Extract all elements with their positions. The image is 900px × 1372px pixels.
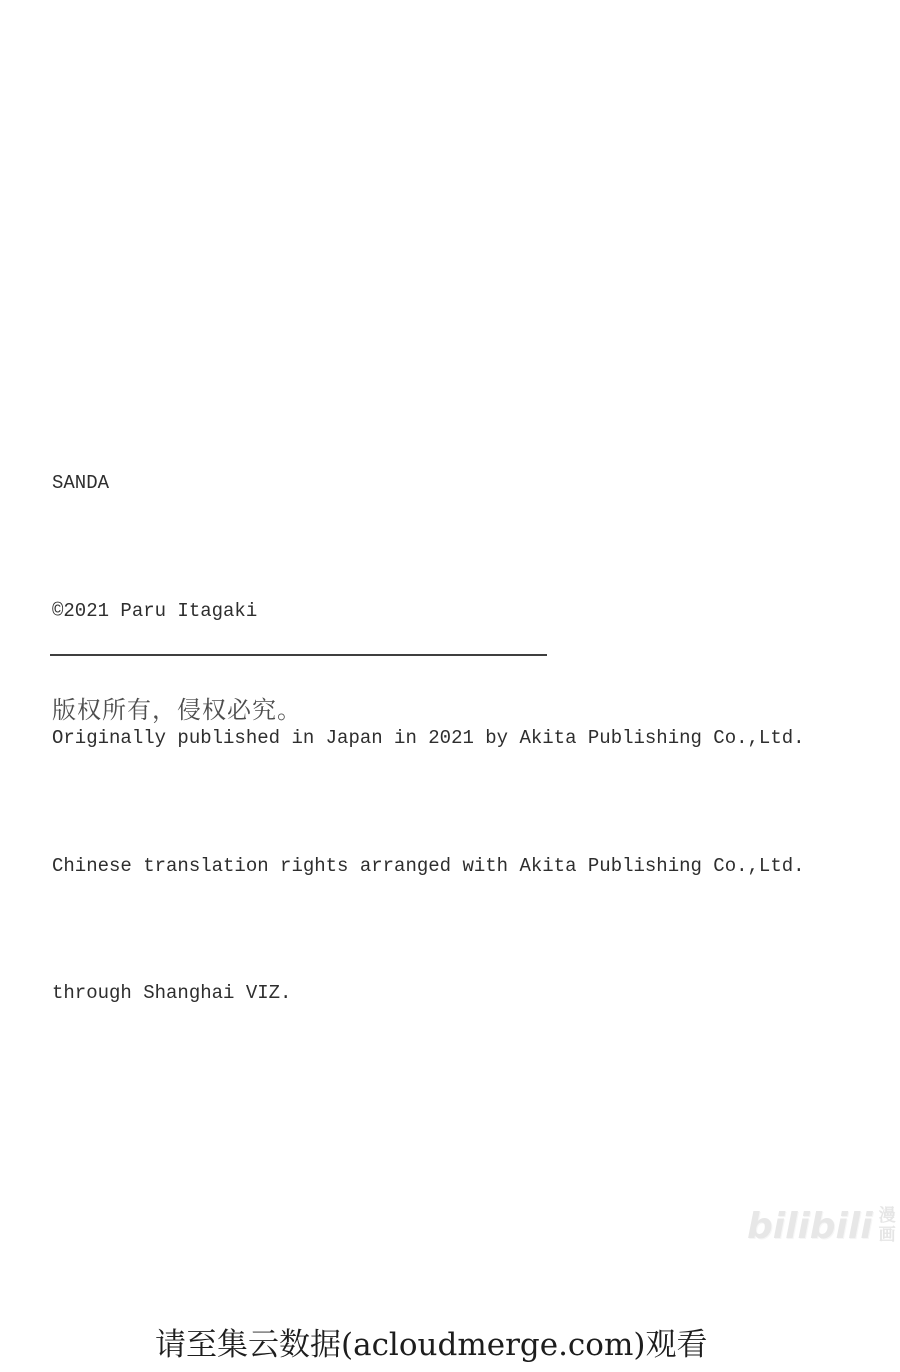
manhua-badge-char-bottom: 画 (878, 1225, 896, 1245)
translation-rights-line: Chinese translation rights arranged with Akita Publishing Co.,Ltd. (52, 854, 805, 877)
rights-notice: 版权所有，侵权必究。 (52, 696, 302, 724)
footer-caption: 请至集云数据(acloudmerge.com)观看 (155, 1327, 708, 1363)
colophon-text-block (52, 377, 805, 1100)
agency-line: through Shanghai VIZ. (52, 982, 292, 1004)
bilibili-logo: bilibili (747, 1206, 873, 1247)
bilibili-watermark (747, 1203, 896, 1251)
manhua-badge-char-top: 漫 (878, 1206, 896, 1226)
copyright-line: ©2021 Paru Itagaki (52, 599, 258, 622)
work-title: SANDA (52, 472, 110, 494)
divider-line (50, 654, 547, 656)
manhua-badge (879, 1207, 896, 1245)
original-publication-line: Originally published in Japan in 2021 by Akita Publishing Co.,Ltd. (52, 727, 805, 749)
